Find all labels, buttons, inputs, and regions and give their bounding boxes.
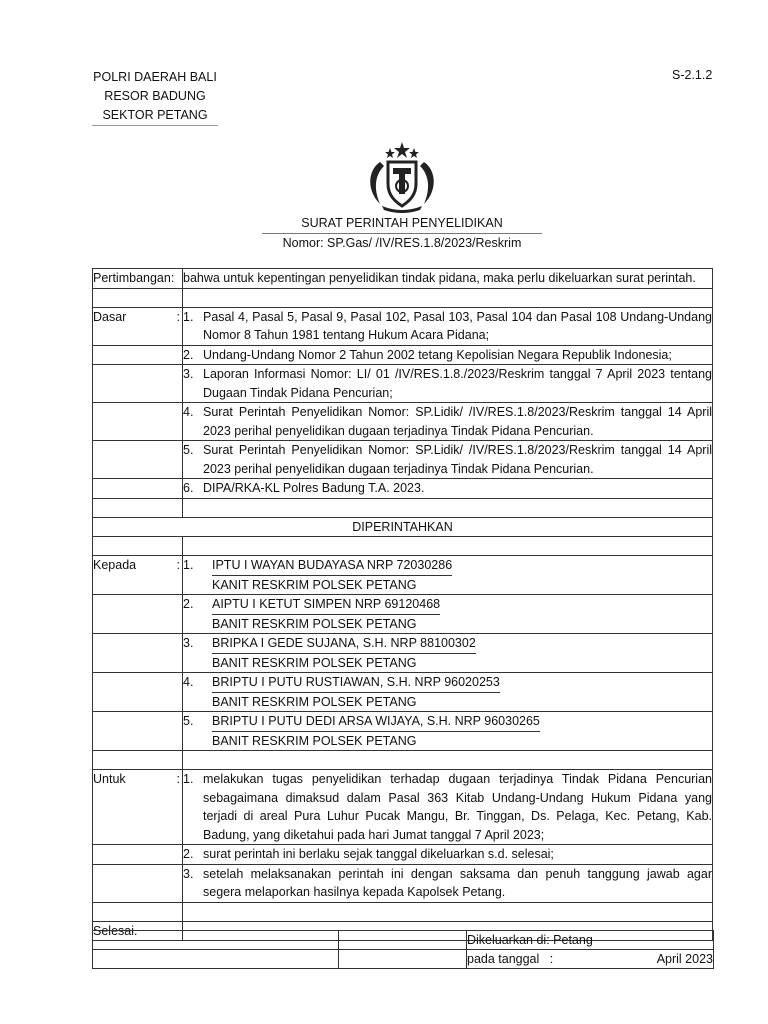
diperintahkan-row [93,517,713,537]
org-line-2: RESOR BADUNG [104,89,206,103]
title-main: SURAT PERINTAH PENYELIDIKAN [262,214,542,234]
officer-name: BRIPKA I GEDE SUJANA, S.H. NRP 88100302 [212,634,476,654]
dasar-label: Dasar [93,309,127,324]
signature-table: Dikeluarkan di: Petang pada tanggal : April 2023 [92,930,714,969]
form-code: S-2.1.2 [672,68,713,82]
org-header [92,68,218,126]
untuk-item: setelah melaksanakan perintah ini dengan saksama dan penuh tanggung jawab agar segera melaporkan hasilnya kepada Kapolsek Petang. [203,866,712,899]
officer-position: KANIT RESKRIM POLSEK PETANG [212,577,417,592]
pertimbangan-text: bahwa untuk kepentingan penyelidikan tindak pidana, maka perlu dikeluarkan surat perintah. [183,269,713,289]
officer-position: BANIT RESKRIM POLSEK PETANG [212,694,417,709]
dasar-item: Laporan Informasi Nomor: LI/ 01 /IV/RES.1.8./2023/Reskrim tanggal 7 April 2023 tentang Dugaan Tindak Pidana Pencurian; [203,367,712,400]
officer-name: BRIPTU I PUTU RUSTIAWAN, S.H. NRP 96020253 [212,673,500,693]
officer-position: BANIT RESKRIM POLSEK PETANG [212,733,417,748]
dasar-item: Surat Perintah Penyelidikan Nomor: SP.Lidik/ /IV/RES.1.8/2023/Reskrim tanggal 14 April 2023 perihal penyelidikan dugaan terjadinya Tindak Pidana Pencurian. [203,405,712,438]
issued-label: Dikeluarkan di [467,933,547,947]
officer-name: AIPTU I KETUT SIMPEN NRP 69120468 [212,595,440,615]
title-number: Nomor: SP.Gas/ /IV/RES.1.8/2023/Reskrim [282,236,522,250]
officer-name: IPTU I WAYAN BUDAYASA NRP 72030286 [212,556,452,576]
untuk-label: Untuk [93,772,126,786]
dasar-item: Surat Perintah Penyelidikan Nomor: SP.Lidik/ /IV/RES.1.8/2023/Reskrim tanggal 14 April 2023 perihal penyelidikan dugaan terjadinya Tindak Pidana Pencurian. [203,443,712,476]
dasar-row: Dasar : 1. Pasal 4, Pasal 5, Pasal 9, Pasal 102, Pasal 103, Pasal 104 dan Pasal 108 Undang-Undang Nomor 8 Tahun 1981 tentang Hukum Acara Pidana; [93,307,713,345]
kepada-row: Kepada : 1. IPTU I WAYAN BUDAYASA NRP 72030286 KANIT RESKRIM POLSEK PETANG [93,556,713,595]
pertimbangan-label: Pertimbangan: [93,269,183,289]
document-title [262,214,542,253]
org-line-1: POLRI DAERAH BALI [93,70,217,84]
issued-value: : Petang [546,933,593,947]
diperintahkan-heading: DIPERINTAHKAN [93,517,713,537]
dasar-item: Pasal 4, Pasal 5, Pasal 9, Pasal 102, Pasal 103, Pasal 104 dan Pasal 108 Undang-Undang Nomor 8 Tahun 1981 tentang Hukum Acara Pidana; [203,309,712,342]
order-table: Pertimbangan: bahwa untuk kepentingan penyelidikan tindak pidana, maka perlu dikeluarkan surat perintah. Dasar : 1. Pasal 4, Pasal 5, Pasal 9, Pasal 102, Pasal 103, Pasal 104 dan Pasal 108 Undang-Undang Nomor 8 Tahun 1981 tentang Hukum Acara Pidana; 2. Undang-Undang Nomor 2 Tahun 2002 tetang Kepolisian Negara Republik Indonesia; 3. Laporan Informasi Nomor: LI/ 01 /IV/RES.1.8./2023/Reskrim tanggal 7 April 2023 tentang Dugaan Tindak Pidana Pencurian; 4. Surat Perintah Penyelidikan Nomor: SP.Lidik/ /IV/RES.1.8/2023/Reskrim tanggal 14 April 2023 perihal penyelidikan dugaan terjadinya Tindak Pidana Pencurian. 5. Surat Perintah Penyelidikan Nomor: SP.Lidik/ /IV/RES.1.8/2023/Reskrim tanggal 14 April 2023 perihal penyelidikan dugaan terjadinya Tindak Pidana Pencurian. 6. DIPA/RKA-KL Polres Badung T.A. 2023. DIPERINTAHKAN Kepada : 1. IPTU I WAYAN BUDAYASA NRP 72030286 KANIT RESKRIM POLSEK PETANG 2. AIPTU I KETUT SIMPEN NRP 69120468 BANIT RESKRIM POLSEK PETANG 3. BRIPKA I GEDE SUJANA, S.H. NRP 88100302 BANIT RESKRIM POLSEK PETANG 4. BRIPTU I PUTU RUSTIAWAN, S.H. NRP 96020253 BANIT RESKRIM POLSEK PETANG 5. BRIPTU I PUTU DEDI ARSA WIJAYA, S.H. NRP 96030265 BANIT RESKRIM POLSEK PETANG Untuk : 1. melakukan tugas penyelidikan terhadap dugaan terjadinya Tindak Pidana Pencurian sebagaimana dimaksud dalam Pasal 363 Kitab Undang-Undang Hukum Pidana yang terjadi di areal Pura Luhur Pucak Mangu, Br. Tinggan, Ds. Pelaga, Kec. Petang, Kab. Badung, yang diketahui pada hari Jumat tanggal 7 April 2023; 2. surat perintah ini berlaku sejak tanggal dikeluarkan s.d. selesai; 3. setelah melaksanakan perintah ini dengan saksama dan penuh tanggung jawab agar segera melaporkan hasilnya kepada Kapolsek Petang. Selesai. [92,268,713,941]
date-value: April 2023 [656,952,713,966]
officer-position: BANIT RESKRIM POLSEK PETANG [212,616,417,631]
untuk-item: surat perintah ini berlaku sejak tanggal dikeluarkan s.d. selesai; [203,847,554,861]
kepada-label: Kepada [93,558,137,572]
officer-name: BRIPTU I PUTU DEDI ARSA WIJAYA, S.H. NRP 96030265 [212,712,540,732]
untuk-item: melakukan tugas penyelidikan terhadap dugaan terjadinya Tindak Pidana Pencurian sebagaimana dimaksud dalam Pasal 363 Kitab Undang-Undang Hukum Pidana yang terjadi di areal Pura Luhur Pucak Mangu, Br. Tinggan, Ds. Pelaga, Kec. Petang, Kab. Badung, yang diketahui pada hari Jumat tanggal 7 April 2023; [203,772,712,842]
dasar-item: Undang-Undang Nomor 2 Tahun 2002 tetang Kepolisian Negara Republik Indonesia; [203,347,672,362]
date-label: pada tanggal [467,952,540,966]
org-line-3: SEKTOR PETANG [92,106,218,126]
polri-emblem-icon [360,140,444,214]
untuk-row: Untuk : 1. melakukan tugas penyelidikan terhadap dugaan terjadinya Tindak Pidana Pencurian sebagaimana dimaksud dalam Pasal 363 Kitab Undang-Undang Hukum Pidana yang terjadi di areal Pura Luhur Pucak Mangu, Br. Tinggan, Ds. Pelaga, Kec. Petang, Kab. Badung, yang diketahui pada hari Jumat tanggal 7 April 2023; [93,770,713,845]
officer-position: BANIT RESKRIM POLSEK PETANG [212,655,417,670]
selesai-label: Selesai. [93,921,183,941]
dasar-item: DIPA/RKA-KL Polres Badung T.A. 2023. [203,481,425,495]
pertimbangan-row [93,269,713,289]
